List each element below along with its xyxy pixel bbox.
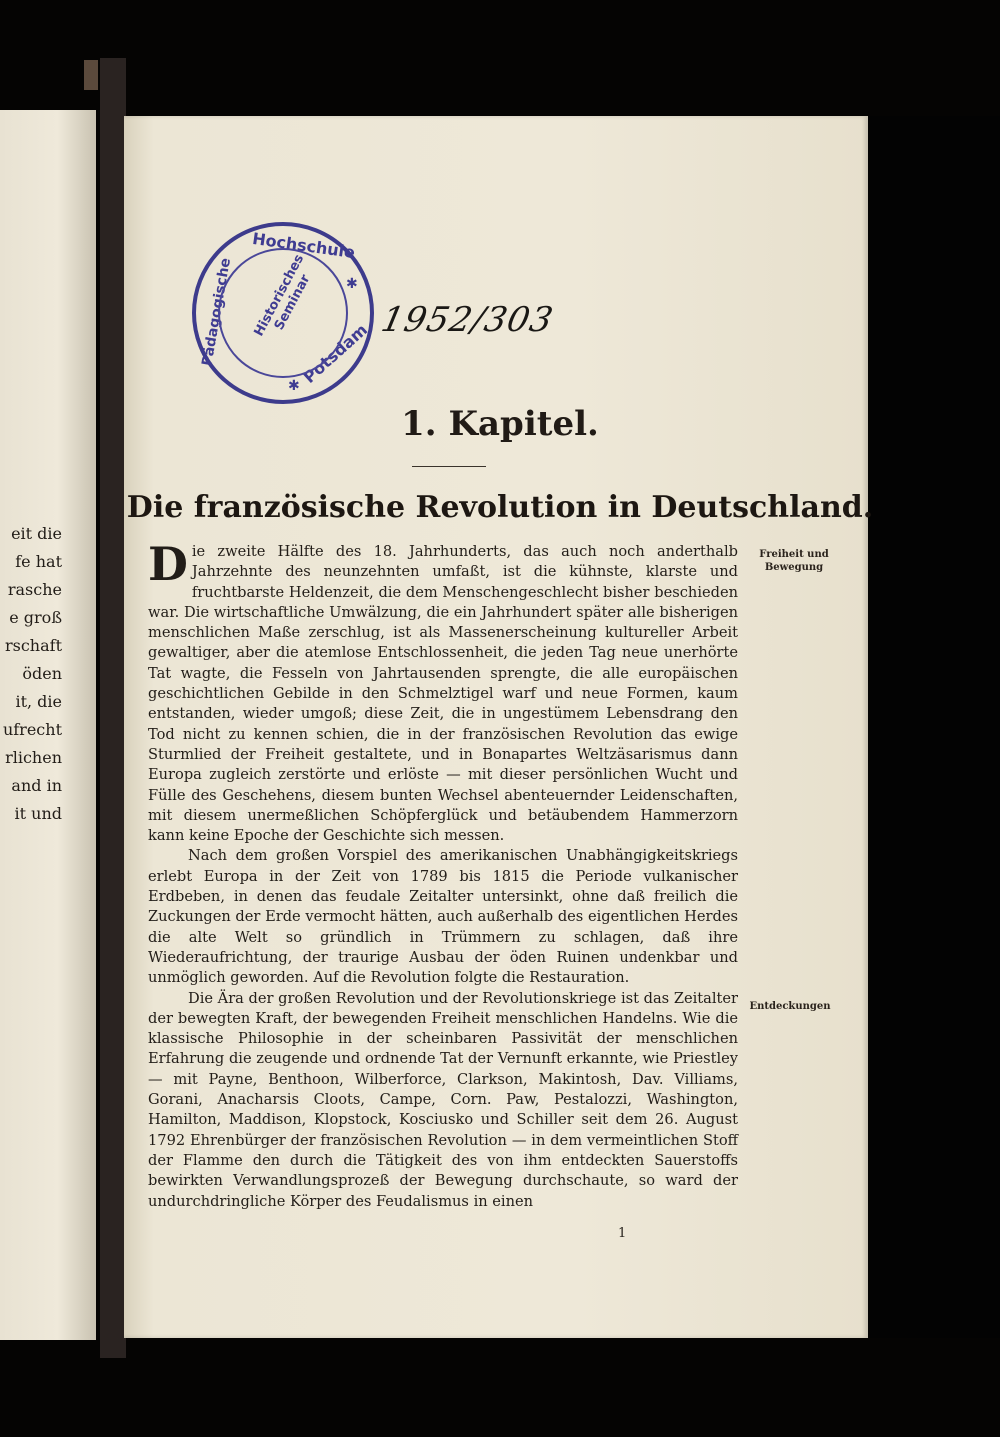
paragraph xyxy=(148,846,738,988)
book-spine xyxy=(100,58,126,1358)
left-page-line: and in xyxy=(11,776,62,795)
chapter-heading: 1. Kapitel. xyxy=(401,404,599,444)
page-number: 1 xyxy=(618,1226,627,1241)
left-page-line: it, die xyxy=(15,692,62,711)
stamp-star-icon: ✱ xyxy=(288,378,300,394)
left-page-fragment xyxy=(0,110,96,1340)
left-page-line: ufrecht xyxy=(2,720,62,739)
stamp-text-bottom: Potsdam xyxy=(299,320,372,387)
margin-note: Freiheit und Bewegung xyxy=(759,549,829,573)
left-page-line: rasche xyxy=(7,580,62,599)
stamp-text-center: Historisches Seminar xyxy=(251,252,314,339)
paragraph-text: Nach dem großen Vorspiel des amerikanischen Unabhängigkeitskriegs erlebt Europa in der Zeit von 1789 bis 1815 die Periode vulkanischer Erdbeben, in denen das feudale Zeitalter untersinkt, ohne daß freilich die Zuckungen der Erde vermocht hätten, auch außerhalb des eigentlichen Herdes die alte Welt so gründlich in Trümmern zu schlagen, daß ihre Wiederaufrichtung, der traurige Ausbau der öden Ruinen undenkbar und unmöglich geworden. Auf die Revolution folgte die Restauration. xyxy=(148,847,738,987)
chapter-title: Die französische Revolution in Deutschland. xyxy=(126,490,874,525)
left-page-line: e groß xyxy=(9,608,62,627)
book-cover-corner xyxy=(84,60,98,90)
drop-cap: D xyxy=(148,537,188,591)
background-edge xyxy=(868,116,1000,1338)
stamp-text-left: Pädagogische xyxy=(199,256,235,368)
left-page-line: rschaft xyxy=(4,636,62,655)
left-page-line: fe hat xyxy=(15,552,62,571)
left-page-line: rlichen xyxy=(5,748,62,767)
stamp-text-top: Hochschule xyxy=(251,228,357,263)
heading-rule xyxy=(412,466,486,467)
library-stamp xyxy=(192,222,374,404)
paragraph xyxy=(148,989,738,1212)
handwritten-shelf-number: 1952/303 xyxy=(377,300,558,340)
left-page-line: öden xyxy=(22,664,62,683)
paragraph-text: ie zweite Hälfte des 18. Jahrhunderts, das auch noch anderthalb Jahrzehnte des neunzehnten umfaßt, ist die kühnste, klarste und fruchtbarste Heldenzeit, die dem Menschengeschlecht bisher beschieden war. Die wirtschaftliche Umwälzung, die ein Jahrhundert später alle bisherigen menschlichen Maße zerschlug, ist als Massenerscheinung kultureller Arbeit gewaltiger, aber die atemlose Entschlossenheit, die jeden Tag neue unerhörte Tat wagte, die Fesseln von Jahrtausenden sprengte, die alle europäischen geschichtlichen Gebilde in den Schmelztigel warf und neue Formen, kaum entstanden, wieder umgoß; diese Zeit, die in ungestümem Lebensdrang den Tod nicht zu kennen schien, die in der französischen Revolution das ewige Sturmlied der Freiheit gestaltete, und in Bonapartes Weltzäsarismus dann Europa zugleich zerstörte und erlöste — mit dieser persönlichen Wucht und Fülle des Geschehens, diesem bunten Wechsel abenteuernder Leidenschaften, mit diesem unermeßlichen Schöpferglück und betäubendem Hammerzorn kann keine Epoche der Geschichte sich messen. xyxy=(148,543,738,845)
paragraph xyxy=(148,537,738,846)
stamp-star-icon: ✱ xyxy=(346,276,358,292)
left-page-line: it und xyxy=(14,804,62,823)
body-text xyxy=(148,537,738,1212)
paragraph-text: Die Ära der großen Revolution und der Revolutionskriege ist das Zeitalter der bewegten Kraft, der bewegenden Freiheit menschlichen Handelns. Wie die klassische Philosophie in der scheinbaren Passivität der menschlichen Erfahrung die zeugende und ordnende Tat der Vernunft erkannte, wie Priestley — mit Payne, Benthoon, Wilberforce, Clarkson, Makintosh, Dav. Villiams, Gorani, Anacharsis Cloots, Campe, Corn. Paw, Pestalozzi, Washington, Hamilton, Maddison, Klopstock, Kosciusko und Schiller seit dem 26. August 1792 Ehrenbürger der französischen Revolution — in dem vermeintlichen Stoff der Flamme den durch die Tätigkeit des von ihm entdeckten Sauerstoffs bewirkten Verwandlungsprozeß der Bewegung durchschaute, so ward der undurchdringliche Körper des Feudalismus in einen xyxy=(148,989,738,1210)
left-page-line: eit die xyxy=(11,524,62,543)
margin-note: Entdeckungen xyxy=(749,1001,831,1012)
